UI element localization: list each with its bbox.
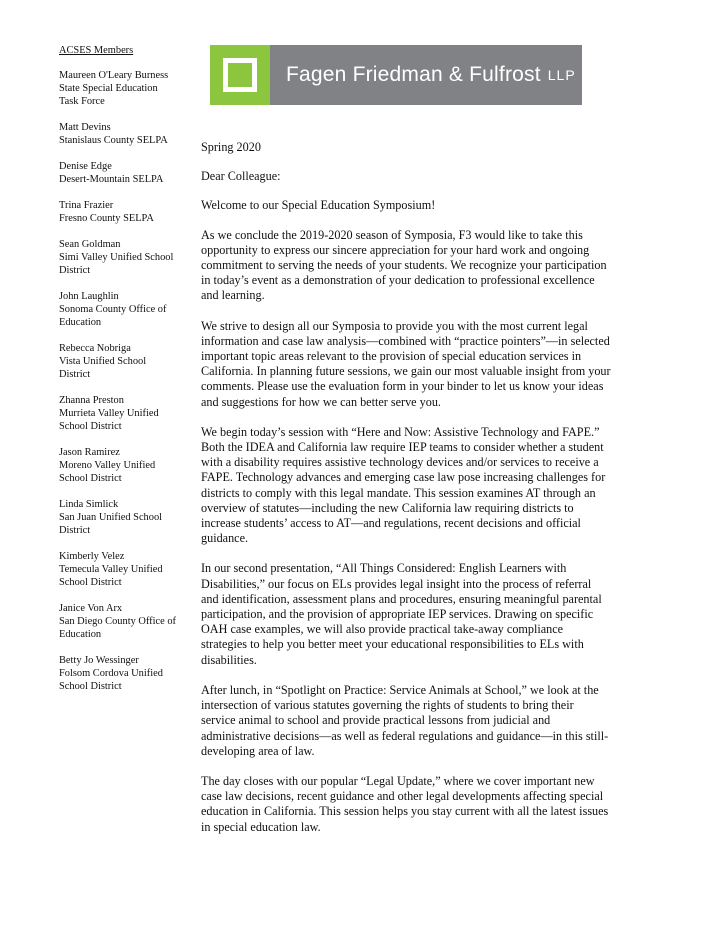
member-name: Maureen O'Leary Burness <box>59 70 169 81</box>
member-name: John Laughlin <box>59 291 119 302</box>
member-name: Trina Frazier <box>59 200 114 211</box>
letter-paragraph: As we conclude the 2019-2020 season of Symposia, F3 would like to take this opportunity to express our sincere appreciation for your hard work and ongoing commitment to serving the needs of your students. We recognize your participation in today’s event as a demonstration of your dedication to professional excellence and learning. <box>201 227 607 303</box>
member-entry <box>59 238 191 277</box>
member-name: Matt Devins <box>59 122 111 133</box>
member-name: Rebecca Nobriga <box>59 343 131 354</box>
letter-paragraph: We strive to design all our Symposia to provide you with the most current legal information and case law analysis—combined with “practice pointers”—in selected important topic areas relevant to the provision of special education services in California. In planning future sessions, we gain our most valuable insight from your comments. Please use the evaluation form in your binder to let us know your ideas and suggestions for how we can better serve you. <box>201 318 611 409</box>
member-entry <box>59 550 191 589</box>
member-organization: School District <box>59 421 122 432</box>
logo-banner <box>270 45 582 105</box>
letter-date: Spring 2020 <box>201 140 261 154</box>
member-entry <box>59 498 191 537</box>
member-organization: Temecula Valley Unified <box>59 564 163 575</box>
member-entry <box>59 160 191 186</box>
letter-paragraph: The day closes with our popular “Legal Update,” where we cover important new case law decisions, recent guidance and other legal developments affecting special education in California. This session helps you stay current with all the latest issues in special education law. <box>201 773 609 834</box>
sidebar-heading: ACSES Members <box>59 45 134 56</box>
member-organization: District <box>59 525 91 536</box>
member-entry <box>59 342 191 381</box>
member-organization: Stanislaus County SELPA <box>59 135 168 146</box>
member-name: Zhanna Preston <box>59 395 124 406</box>
member-organization: Education <box>59 317 102 328</box>
member-entry <box>59 290 191 329</box>
member-organization: Murrieta Valley Unified <box>59 408 159 419</box>
member-organization: San Juan Unified School <box>59 512 163 523</box>
member-organization: Fresno County SELPA <box>59 213 154 224</box>
member-organization: School District <box>59 681 122 692</box>
firm-suffix: LLP <box>547 67 576 83</box>
member-entry <box>59 602 191 641</box>
members-sidebar <box>59 44 191 706</box>
member-organization: Task Force <box>59 96 105 107</box>
member-name: Janice Von Arx <box>59 603 123 614</box>
member-entry <box>59 199 191 225</box>
member-organization: Simi Valley Unified School <box>59 252 174 263</box>
letter-paragraph: After lunch, in “Spotlight on Practice: Service Animals at School,” we look at the intersection of various statutes governing the rights of students to bring their service animal to school and provide practical lessons from judicial and administrative decisions—as well as federal regulations and guidance—in this still-developing area of law. <box>201 682 609 758</box>
member-organization: State Special Education <box>59 83 158 94</box>
member-organization: Desert-Mountain SELPA <box>59 174 164 185</box>
letter-paragraph: We begin today’s session with “Here and Now: Assistive Technology and FAPE.” Both the IDEA and California law require IEP teams to consider whether a student with a disability requires assistive technology devices and/or services to receive a FAPE. Technology advances and emerging case law pose increasing challenges for districts to comply with this legal mandate. This session examines AT through an overview of statutes—including the new California law requiring districts to increase students’ access to AT—and regulations, recent decisions and official guidance. <box>201 424 606 546</box>
member-name: Betty Jo Wessinger <box>59 655 139 666</box>
member-organization: Vista Unified School <box>59 356 147 367</box>
letter-salutation: Dear Colleague: <box>201 169 281 184</box>
member-organization: School District <box>59 473 122 484</box>
member-organization: San Diego County Office of <box>59 616 176 627</box>
member-organization: Education <box>59 629 102 640</box>
letter-paragraph: In our second presentation, “All Things Considered: English Learners with Disabilities,” our focus on ELs provides legal insight into the process of referral and identification, assessment plans and procedures, ensuring meaningful parental participation, and the provision of appropriate IEP services. Drawing on specific OAH case examples, we will also provide practical take-away compliance strategies to help you better meet your educational responsibilities to ELs with disabilities. <box>201 561 602 667</box>
member-entry <box>59 446 191 485</box>
member-organization: District <box>59 265 91 276</box>
member-organization: Sonoma County Office of <box>59 304 167 315</box>
member-entry <box>59 121 191 147</box>
firm-logo <box>210 45 582 105</box>
member-organization: District <box>59 369 91 380</box>
member-name: Denise Edge <box>59 161 112 172</box>
member-name: Sean Goldman <box>59 239 121 250</box>
member-organization: Folsom Cordova Unified <box>59 668 163 679</box>
member-organization: Moreno Valley Unified <box>59 460 156 471</box>
firm-name: Fagen Friedman & Fulfrost <box>286 63 541 86</box>
member-name: Linda Simlick <box>59 499 119 510</box>
member-name: Jason Ramirez <box>59 447 120 458</box>
member-entry <box>59 394 191 433</box>
letter-body <box>201 140 611 850</box>
member-list <box>59 69 191 693</box>
member-entry <box>59 654 191 693</box>
logo-square-icon <box>210 45 270 105</box>
member-entry <box>59 69 191 108</box>
member-organization: School District <box>59 577 122 588</box>
member-name: Kimberly Velez <box>59 551 125 562</box>
letter-welcome: Welcome to our Special Education Symposium! <box>201 198 436 213</box>
